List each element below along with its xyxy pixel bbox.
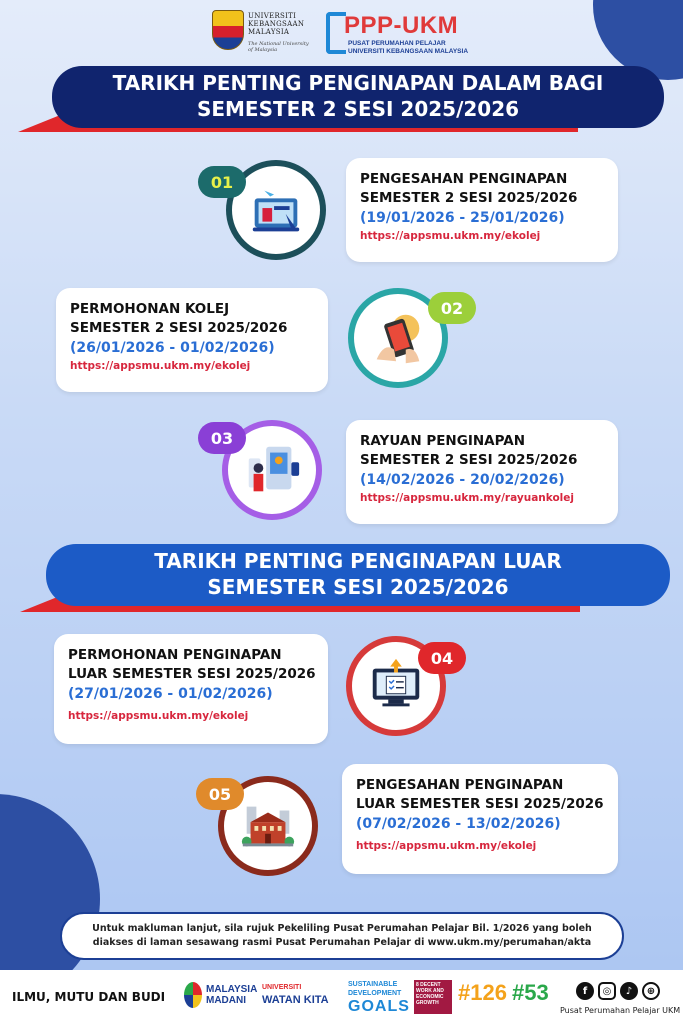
step-05-title-line2: LUAR SEMESTER SESI 2025/2026 bbox=[356, 796, 604, 812]
sdg-logo bbox=[348, 980, 401, 998]
house-outline-icon bbox=[326, 12, 346, 54]
step-03-number: 03 bbox=[198, 422, 246, 454]
section2-banner bbox=[0, 544, 683, 618]
ppp-ukm-logo bbox=[326, 8, 476, 58]
step-02-link[interactable]: https://appsmu.ukm.my/ekolej bbox=[70, 360, 251, 372]
step-05-dates: (07/02/2026 - 13/02/2026) bbox=[356, 816, 561, 832]
instagram-icon[interactable]: ◎ bbox=[598, 982, 616, 1000]
universiti-watan-kita-logo bbox=[262, 982, 329, 1006]
section1-title-line1: TARIKH PENTING PENGINAPAN DALAM BAGI bbox=[112, 71, 604, 96]
ukm-name-line2: KEBANGSAAN bbox=[248, 20, 305, 28]
step-02-title-line1: PERMOHONAN KOLEJ bbox=[70, 301, 230, 317]
malaysia-madani-logo-icon bbox=[184, 982, 202, 1008]
info-note-line1: Untuk makluman lanjut, sila rujuk Pekeliling Pusat Perumahan Pelajar Bil. 1/2026 yang boleh bbox=[92, 923, 592, 934]
ppp-title: PPP-UKM bbox=[344, 12, 459, 39]
step-04-title-line1: PERMOHONAN PENGINAPAN bbox=[68, 647, 282, 663]
step-02-dates: (26/01/2026 - 01/02/2026) bbox=[70, 340, 275, 356]
step-05-card bbox=[342, 764, 618, 874]
step-01-title-line1: PENGESAHAN PENGINAPAN bbox=[360, 171, 568, 187]
madani-line1: MALAYSIA bbox=[206, 984, 258, 995]
sdg-line1: SUSTAINABLE bbox=[348, 981, 398, 988]
ppp-sub-line1: PUSAT PERUMAHAN PELAJAR bbox=[348, 40, 446, 47]
step-03-link[interactable]: https://appsmu.ukm.my/rayuankolej bbox=[360, 492, 574, 504]
online-booking-icon bbox=[245, 179, 307, 241]
watan-line2: WATAN KITA bbox=[262, 994, 329, 1006]
info-note bbox=[60, 912, 624, 960]
malaysia-madani-logo bbox=[206, 984, 257, 1006]
step-03-dates: (14/02/2026 - 20/02/2026) bbox=[360, 472, 565, 488]
step-02-number: 02 bbox=[428, 292, 476, 324]
ukm-logo bbox=[212, 8, 317, 58]
appeal-kiosk-icon bbox=[241, 439, 303, 501]
step-01-number: 01 bbox=[198, 166, 246, 198]
step-04-number: 04 bbox=[418, 642, 466, 674]
step-04-dates: (27/01/2026 - 01/02/2026) bbox=[68, 686, 273, 702]
footer-bar bbox=[0, 970, 683, 1024]
ranking-126: #126 bbox=[458, 980, 507, 1005]
smartphone-application-icon bbox=[367, 307, 429, 369]
ukm-crest-icon bbox=[212, 10, 244, 50]
tiktok-icon[interactable]: ♪ bbox=[620, 982, 638, 1000]
header-logos bbox=[0, 6, 683, 62]
step-05-title-line1: PENGESAHAN PENGINAPAN bbox=[356, 777, 564, 793]
ukm-tagline-line2: of Malaysia bbox=[248, 47, 278, 53]
footer-motto: ILMU, MUTU DAN BUDI bbox=[12, 990, 166, 1004]
step-01-card bbox=[346, 158, 618, 262]
social-icons bbox=[576, 982, 660, 1000]
social-handle: Pusat Perumahan Pelajar UKM bbox=[560, 1006, 681, 1015]
section2-title-line2: SEMESTER SESI 2025/2026 bbox=[207, 575, 509, 599]
ukm-name-line3: MALAYSIA bbox=[248, 28, 290, 36]
step-02-card bbox=[56, 288, 328, 392]
section2-title-line1: TARIKH PENTING PENGINAPAN LUAR bbox=[154, 549, 562, 574]
checklist-monitor-icon bbox=[365, 655, 427, 717]
facebook-icon[interactable]: f bbox=[576, 982, 594, 1000]
ukm-name-line1: UNIVERSITI bbox=[248, 12, 297, 20]
sdg8-badge: 8 DECENT WORK AND ECONOMIC GROWTH bbox=[414, 980, 452, 1014]
step-03-title-line1: RAYUAN PENGINAPAN bbox=[360, 433, 525, 449]
step-01-dates: (19/01/2026 - 25/01/2026) bbox=[360, 210, 565, 226]
sdg-line2: DEVELOPMENT bbox=[348, 990, 402, 997]
ranking-53: #53 bbox=[512, 980, 549, 1005]
section1-title-line2: SEMESTER 2 SESI 2025/2026 bbox=[196, 97, 520, 121]
college-building-icon bbox=[237, 795, 299, 857]
ukm-tagline-line1: The National University bbox=[248, 41, 309, 47]
ppp-sub-line2: UNIVERSITI KEBANGSAAN MALAYSIA bbox=[348, 48, 469, 55]
step-02-title-line2: SEMESTER 2 SESI 2025/2026 bbox=[70, 320, 288, 336]
step-01-link[interactable]: https://appsmu.ukm.my/ekolej bbox=[360, 230, 541, 242]
sdg-goals-text: GOALS bbox=[348, 998, 410, 1015]
section1-banner bbox=[0, 66, 683, 138]
info-note-line2: diakses di laman sesawang rasmi Pusat Perumahan Pelajar di www.ukm.my/perumahan/akta bbox=[92, 937, 592, 948]
step-03-card bbox=[346, 420, 618, 524]
globe-icon[interactable]: ⊕ bbox=[642, 982, 660, 1000]
step-01-title-line2: SEMESTER 2 SESI 2025/2026 bbox=[360, 190, 578, 206]
step-04-card bbox=[54, 634, 328, 744]
step-04-title-line2: LUAR SEMESTER SESI 2025/2026 bbox=[68, 666, 316, 682]
step-03-title-line2: SEMESTER 2 SESI 2025/2026 bbox=[360, 452, 578, 468]
madani-line2: MADANI bbox=[206, 995, 246, 1006]
step-05-number: 05 bbox=[196, 778, 244, 810]
step-05-link[interactable]: https://appsmu.ukm.my/ekolej bbox=[356, 840, 537, 852]
step-04-link[interactable]: https://appsmu.ukm.my/ekolej bbox=[68, 710, 249, 722]
watan-line1: UNIVERSITI bbox=[262, 984, 302, 991]
